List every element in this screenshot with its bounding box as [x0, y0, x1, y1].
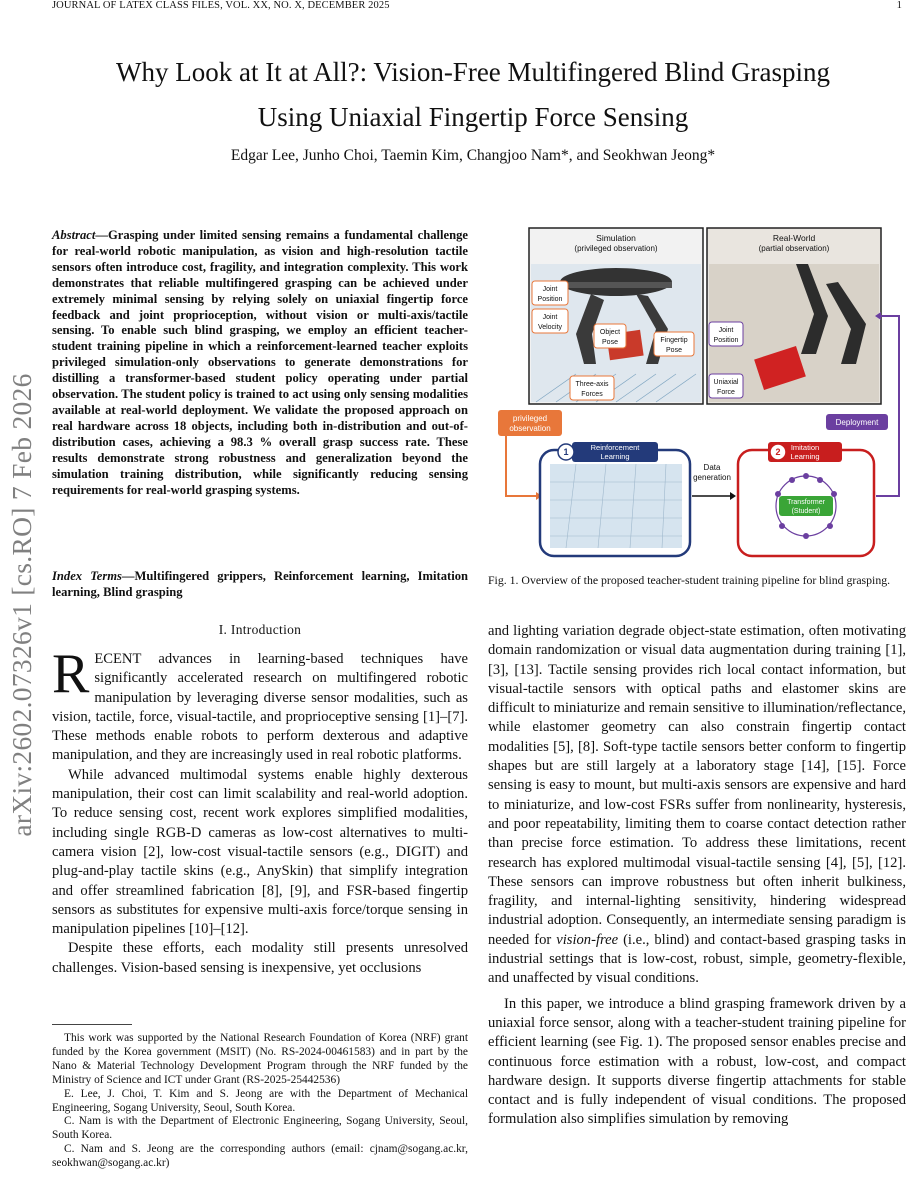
- real-subtitle: (partial observation): [758, 244, 830, 253]
- footnote-funding: This work was supported by the National Research Foundation of Korea (NRF) grant funded by the Korea government (MSIT) (No. RS-2024-00461583) and in part by the Nano & Material Technology Development Program through the NRF funded by the Ministry of Science and ICT under Grant (RS-2025-25442536): [52, 1032, 468, 1086]
- figure-caption: Fig. 1. Overview of the proposed teacher-student training pipeline for blind grasping.: [488, 573, 891, 587]
- sim-label-joint-velocity: [532, 309, 568, 333]
- abstract-text: —Grasping under limited sensing remains a fundamental challenge for real-world robotic manipulation, as vision and high-resolution tactile sensors often introduce cost, fragility, and integration complexity. This work demonstrates that reliable multifingered grasping can be achieved under extremely minimal sensing by relying solely on uniaxial fingertip force feedback and joint proprioception, without vision or multi-axis/tactile sensing. To enable such blind grasping, we employ an efficient teacher-student training pipeline in which a reinforcement-learned teacher exploits privileged simulation-only observations to generate demonstrations for distilling a transformer-based student policy operating under partial observation. The student policy is trained to act using only sensing modalities available at real-world deployment. We validate the proposed approach on real hardware across 18 objects, including both in-distribution and out-of-distribution cases, achieving a 98.3 % overall grasp success rate. These results demonstrate strong robustness and generalization beyond the simulation training distribution, while significantly reducing sensing requirements for real-world grasping systems.: [52, 228, 468, 497]
- real-world-panel: [707, 228, 881, 404]
- abstract: [52, 228, 468, 498]
- sim-label-three-axis-forces: [570, 376, 614, 400]
- real-label-joint-position: [709, 322, 743, 346]
- svg-text:privilegedobservation: privileged observation: [509, 414, 551, 433]
- sim-label-fingertip-pose: [654, 332, 694, 356]
- real-title: Real-World: [772, 233, 816, 243]
- deployment-label: Deployment: [835, 418, 879, 427]
- right-paragraph-1: and lighting variation degrade object-state estimation, often motivating domain randomization or visual data augmentation during training [1], [3], [13]. Tactile sensing provides rich local contact information, but visual-tactile sensors with optical paths and elastomer skins are difficult to miniaturize and remain sensitive to illumination/reflectance, while elastomer geometry can also constrain fingertip contact modalities [5], [8]. Soft-type tactile sensors better conform to fingertip shapes but are still largely at a laboratory stage [14], [15]. Force sensing is easy to mount, but multi-axis sensors are expensive and hard to miniaturize, and low-cost FSRs suffer from nonlinearity, hysteresis, and poor repeatability, limiting them to coarse contact detection rather than precise force estimation. To address these limitations, recent research has explored multimodal visual-tactile sensing [4], [5], [12]. These sensors can improve robustness but often inherit bulkiness, fragility, and internal-lighting sensitivity, hindering widespread industrial adoption. Consequently, an intermediate sensing paradigm is needed for vision-free (i.e., blind) and contact-based grasping tasks in industrial settings that is low-cost, robust, simple, geometry-flexible, and unaffected by visual conditions.: [488, 623, 906, 987]
- intro-paragraph-1: RECENT advances in learning-based techniques have significantly accelerated research on multifingered robotic manipulation by leveraging diverse sensor modalities, such as vision, tactile, force, visual-tactile, and proprioceptive sensing [1]–[7]. These methods enable robots to perform dexterous and adaptive manipulation, and they are increasingly used in real robotic platforms.: [52, 643, 468, 764]
- svg-text:JointPosition: Joint Position: [713, 327, 739, 344]
- svg-text:JointPosition: Joint Position: [537, 286, 563, 303]
- sim-subtitle: (privileged observation): [574, 244, 658, 253]
- title-line-1: Why Look at It at All?: Vision-Free Multifingered Blind Grasping: [115, 57, 830, 87]
- svg-text:JointVelocity: Joint Velocity: [537, 314, 563, 331]
- index-terms-text: —Multifingered grippers, Reinforcement learning, Imitation learning, Blind grasping: [52, 569, 468, 599]
- index-terms: [52, 568, 468, 600]
- drop-cap: R: [52, 643, 90, 705]
- journal-header: JOURNAL OF LATEX CLASS FILES, VOL. XX, NO. X, DECEMBER 2025: [52, 0, 390, 11]
- svg-text:Three-axisForces: Three-axis Forces: [575, 381, 609, 398]
- svg-text:ImitationLearning: Imitation Learning: [790, 443, 820, 461]
- vision-free-term: vision-free: [556, 931, 619, 948]
- real-label-uniaxial-force: [709, 374, 743, 398]
- intro-paragraph-3: Despite these efforts, each modality still presents unresolved challenges. Vision-based sensing is inexpensive, yet occlusions: [52, 940, 468, 976]
- svg-text:Transformer(Student): Transformer (Student): [787, 499, 825, 515]
- intro-right-column: [488, 622, 906, 1130]
- svg-text:UniaxialForce: Uniaxial Force: [713, 379, 739, 396]
- step-1-number: 1: [563, 447, 569, 457]
- svg-text:ObjectPose: Object Pose: [599, 329, 621, 346]
- reinforcement-learning-box: [540, 442, 690, 556]
- svg-text:ReinforcementLearning: Reinforcement Learning: [590, 443, 640, 461]
- svg-text:FingertipPose: Fingertip Pose: [660, 337, 688, 354]
- abstract-label: Abstract: [52, 228, 96, 242]
- right-paragraph-2: In this paper, we introduce a blind grasping framework driven by a uniaxial force sensor, along with a teacher-student training pipeline for efficient learning (see Fig. 1). The proposed sensor enables precise and continuous force estimation with a robust, low-cost, and compact hardware design. It supports diverse fingertip attachments for stable contact and is fully independent of visual conditions. The proposed formulation also simplifies simulation by removing: [488, 995, 906, 1128]
- sim-title: Simulation: [596, 233, 636, 243]
- page-number: 1: [896, 0, 902, 11]
- footnote-corresponding: C. Nam and S. Jeong are the corresponding authors (email: cjnam@sogang.ac.kr, seokhwan@sogang.ac.kr): [52, 1143, 468, 1170]
- author-list: Edgar Lee, Junho Choi, Taemin Kim, Changjoo Nam*, and Seokhwan Jeong*: [230, 147, 716, 164]
- privileged-observation-tag: [498, 410, 562, 436]
- data-generation-arrow: [692, 463, 736, 500]
- simulation-panel: [529, 228, 703, 404]
- intro-paragraph-2: While advanced multimodal systems enable highly dexterous manipulation, their cost can limit scalability and real-world adoption. To reduce sensing cost, recent work explores simplified modalities, including single RGB-D cameras as low-cost alternatives to multi-camera vision [2], low-cost visual-tactile sensors (e.g., DIGIT) and plug-and-play tactile skins (e.g., AnySkin) that simplify integration and offer streamlined fabrication [8], [9], and FSR-based fingertip sensors as substitutes for expensive multi-axis force/torque sensing in manipulation pipelines [10]–[12].: [52, 766, 468, 938]
- sim-label-joint-position: [532, 281, 568, 305]
- footnote-affiliation-2: C. Nam is with the Department of Electronic Engineering, Sogang University, Seoul, South Korea.: [52, 1115, 468, 1142]
- deployment-tag: [826, 414, 888, 430]
- footnote-rule: [52, 1024, 132, 1025]
- step-2-number: 2: [775, 447, 781, 457]
- sim-label-object-pose: [594, 324, 626, 348]
- arxiv-stamp: arXiv:2602.07326v1 [cs.RO] 7 Feb 2026: [6, 373, 37, 837]
- figure-1: [496, 224, 906, 564]
- svg-text:Datageneration: Data generation: [693, 463, 731, 482]
- running-header: [52, 0, 902, 14]
- index-terms-label: Index Terms: [52, 569, 122, 583]
- intro-left-column: [52, 643, 468, 978]
- footnotes: [52, 1032, 468, 1171]
- imitation-learning-box: [738, 442, 874, 556]
- section-heading: I. Introduction: [218, 622, 302, 637]
- title-line-2: Using Uniaxial Fingertip Force Sensing: [257, 102, 689, 132]
- paper-title: [40, 50, 906, 140]
- footnote-affiliation-1: E. Lee, J. Choi, T. Kim and S. Jeong are with the Department of Mechanical Engineering, Sogang University, Seoul, South Korea.: [52, 1087, 468, 1114]
